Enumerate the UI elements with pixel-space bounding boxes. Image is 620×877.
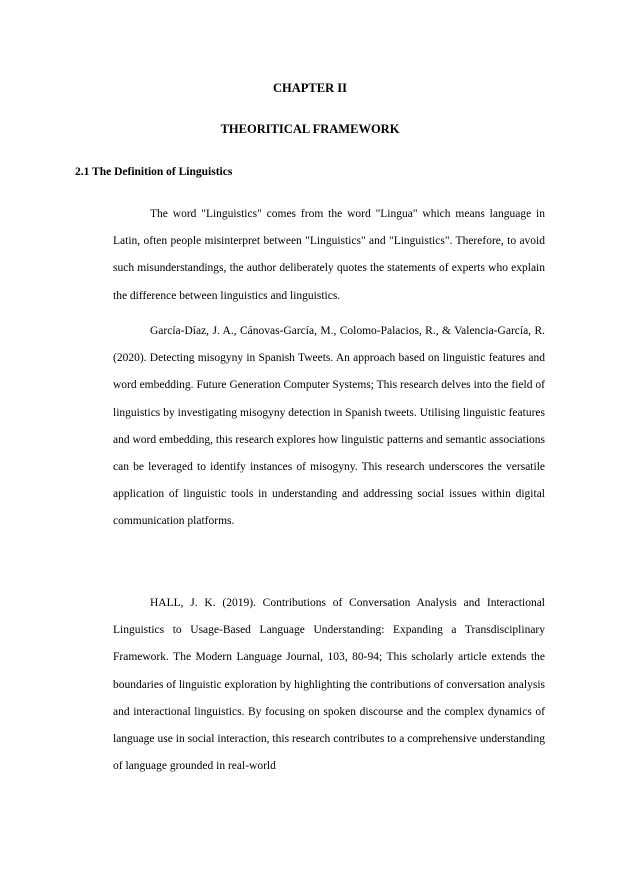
body-paragraph: HALL, J. K. (2019). Contributions of Conversation Analysis and Interactional Linguistics to Usage-Based Language Understanding: Expanding a Transdisciplinary Framework. The Modern Language Journal, 103, 80-94; This scholarly article extends the boundaries of linguistic exploration by highlighting the contributions of conversation analysis and interactional linguistics. By focusing on spoken discourse and the complex dynamics of language use in social interaction, this research contributes to a comprehensive understanding of language grounded in real-world bbox=[113, 597, 545, 773]
chapter-subtitle: THEORITICAL FRAMEWORK bbox=[220, 122, 400, 136]
body-paragraph: García-Díaz, J. A., Cánovas-García, M., Colomo-Palacios, R., & Valencia-García, R. (2020). Detecting misogyny in Spanish Tweets. An approach based on linguistic features and word embedding. Future Generation Computer Systems; This research delves into the field of linguistics by investigating misogyny detection in Spanish tweets. Utilising linguistic features and word embedding, this research explores how linguistic patterns and semantic associations can be leveraged to identify instances of misogyny. This research underscores the versatile application of linguistic tools in understanding and addressing social issues within digital communication platforms. bbox=[113, 325, 545, 528]
section-heading: 2.1 The Definition of Linguistics bbox=[75, 166, 233, 178]
chapter-title: CHAPTER II bbox=[273, 81, 347, 95]
body-paragraph: The word "Linguistics" comes from the word "Lingua" which means language in Latin, often people misinterpret between "Linguistics" and "Linguistics". Therefore, to avoid such misunderstandings, the author deliberately quotes the statements of experts who explain the difference between linguistics and linguistics. bbox=[113, 208, 545, 302]
